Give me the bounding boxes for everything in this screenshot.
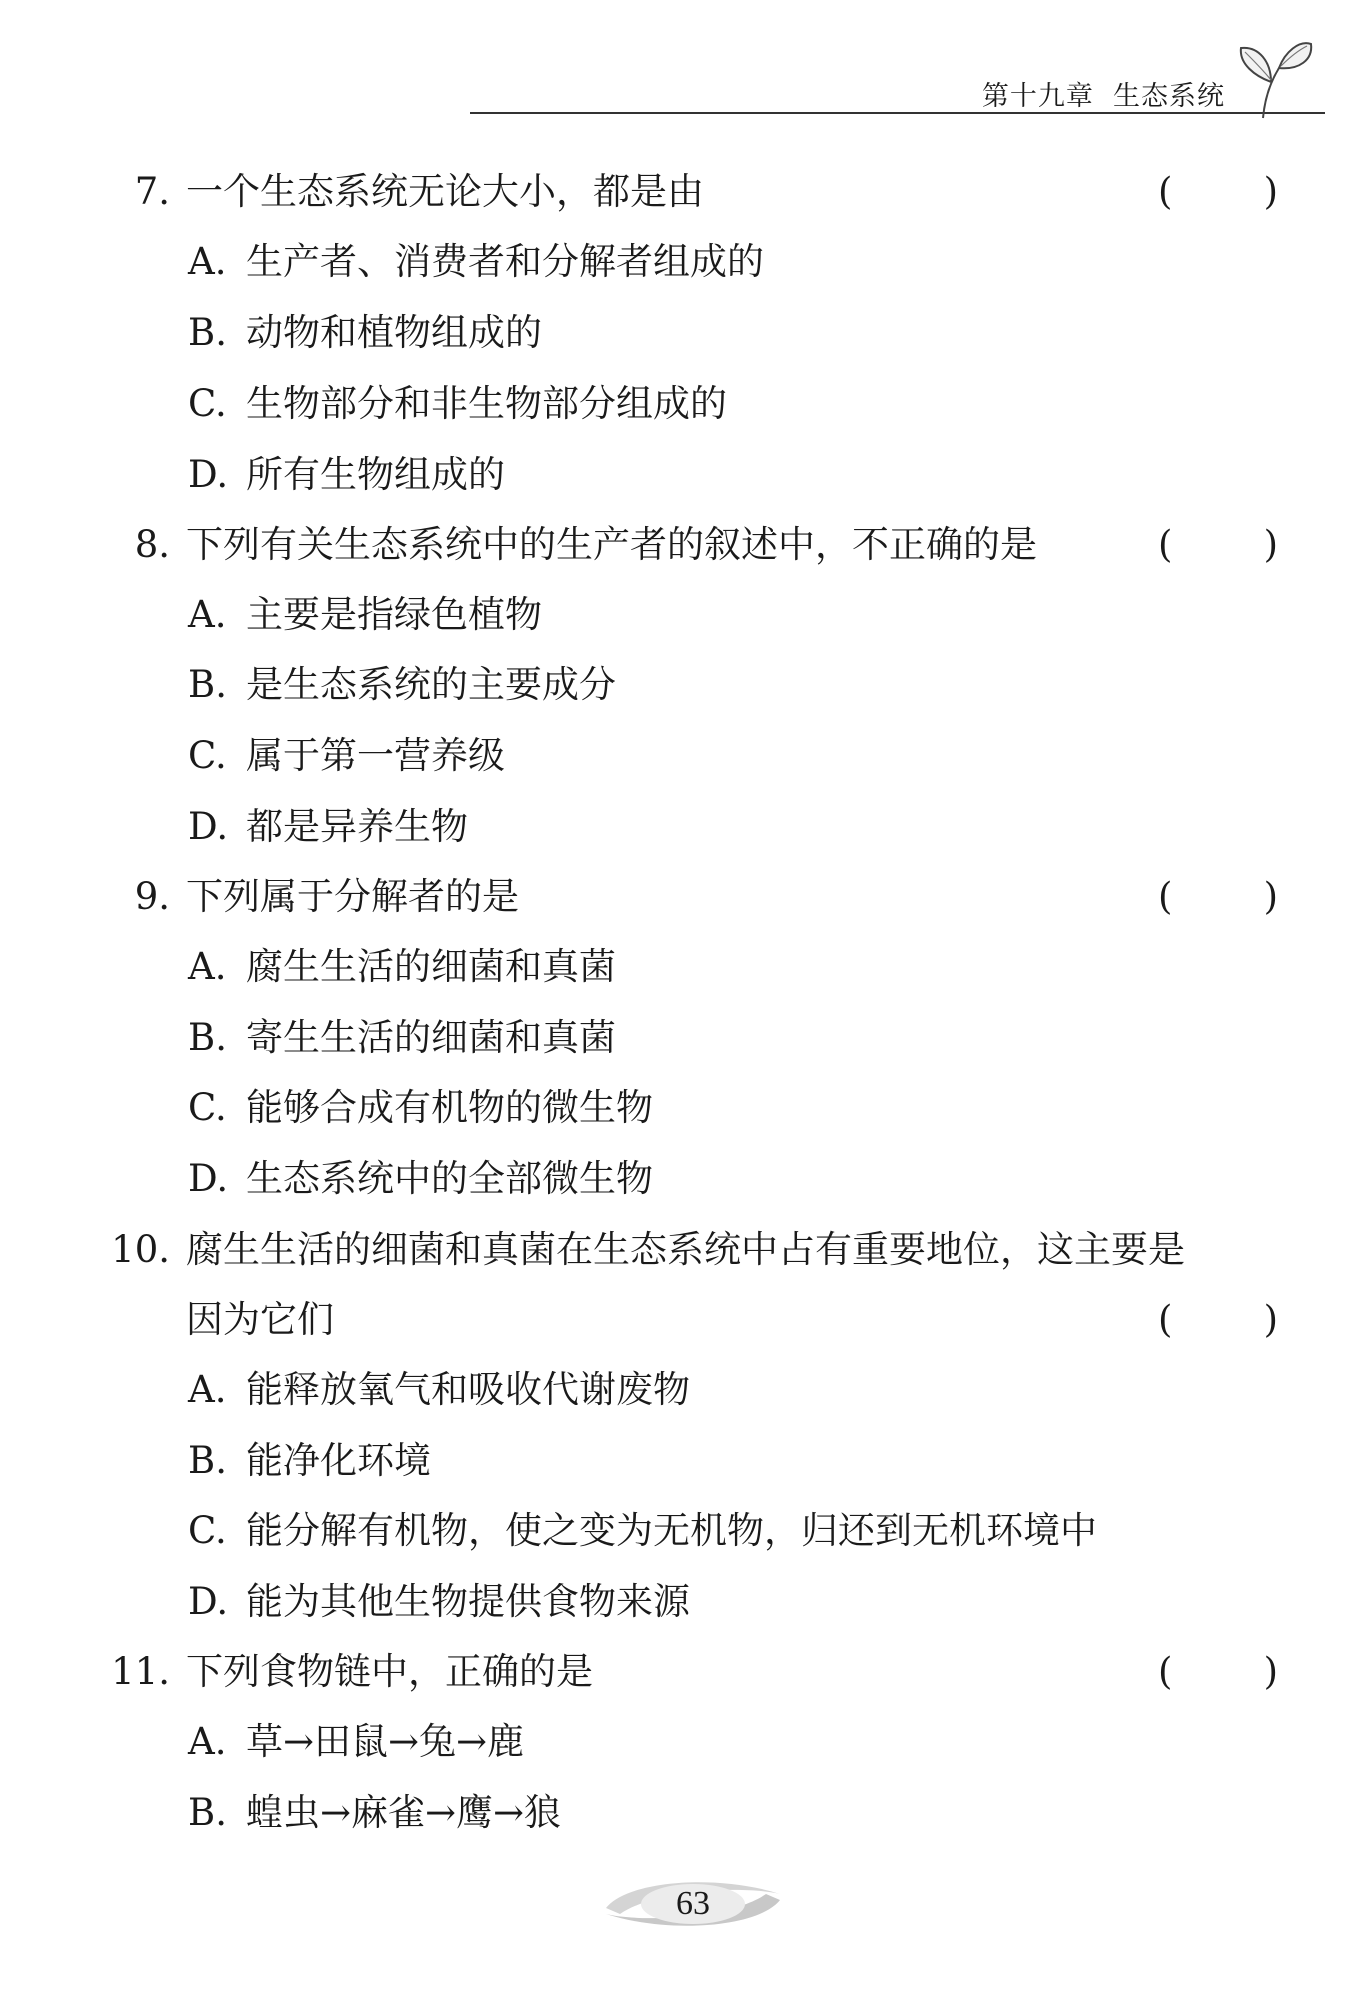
question-number: 8. [134,523,170,566]
option-8a: A. 主要是指绿色植物 [188,593,542,636]
option-10b: B. 能净化环境 [188,1439,431,1482]
chapter-title: 生态系统 [1113,81,1225,112]
option-10a: A. 能释放氧气和吸收代谢废物 [188,1368,690,1411]
option-9c: C. 能够合成有机物的微生物 [188,1086,653,1129]
question-number: 10. [111,1228,170,1271]
option-9b: B. 寄生生活的细菌和真菌 [188,1016,616,1059]
answer-blank[interactable]: ( ) [1158,1298,1278,1341]
option-7a: A. 生产者、消费者和分解者组成的 [188,240,764,283]
question-number: 11. [111,1650,170,1693]
option-7d: D. 所有生物组成的 [188,453,505,496]
header-rule [470,112,1325,114]
option-8d: D. 都是异养生物 [188,805,468,848]
question-text: 下列有关生态系统中的生产者的叙述中，不正确的是 [186,523,1037,566]
header-title [982,74,1225,113]
question-text: 腐生生活的细菌和真菌在生态系统中占有重要地位，这主要是 [186,1228,1185,1271]
option-8c: C. 属于第一营养级 [188,734,505,777]
question-text: 下列食物链中，正确的是 [186,1650,593,1693]
question-text: 下列属于分解者的是 [186,875,519,918]
answer-blank[interactable]: ( ) [1158,1650,1278,1693]
option-8b: B. 是生态系统的主要成分 [188,663,616,706]
page-number: 63 [676,1885,710,1922]
question-number: 9. [134,875,170,918]
question-text: 一个生态系统无论大小，都是由 [186,170,704,213]
option-7b: B. 动物和植物组成的 [188,311,542,354]
page-number-badge [598,1874,788,1934]
option-11a: A. 草→田鼠→兔→鹿 [188,1720,525,1763]
option-7c: C. 生物部分和非生物部分组成的 [188,382,727,425]
option-9d: D. 生态系统中的全部微生物 [188,1157,653,1200]
answer-blank[interactable]: ( ) [1158,875,1278,918]
leaf-sprout-icon [1219,26,1315,126]
option-10d: D. 能为其他生物提供食物来源 [188,1580,690,1623]
option-11b: B. 蝗虫→麻雀→鹰→狼 [188,1791,562,1834]
question-number: 7. [134,170,170,213]
chapter-label: 第十九章 [981,81,1094,112]
running-header [470,60,1325,116]
answer-blank[interactable]: ( ) [1158,170,1278,213]
option-9a: A. 腐生生活的细菌和真菌 [188,945,616,988]
answer-blank[interactable]: ( ) [1158,523,1278,566]
question-text-continued: 因为它们 [186,1298,334,1341]
option-10c: C. 能分解有机物，使之变为无机物，归还到无机环境中 [188,1509,1097,1552]
